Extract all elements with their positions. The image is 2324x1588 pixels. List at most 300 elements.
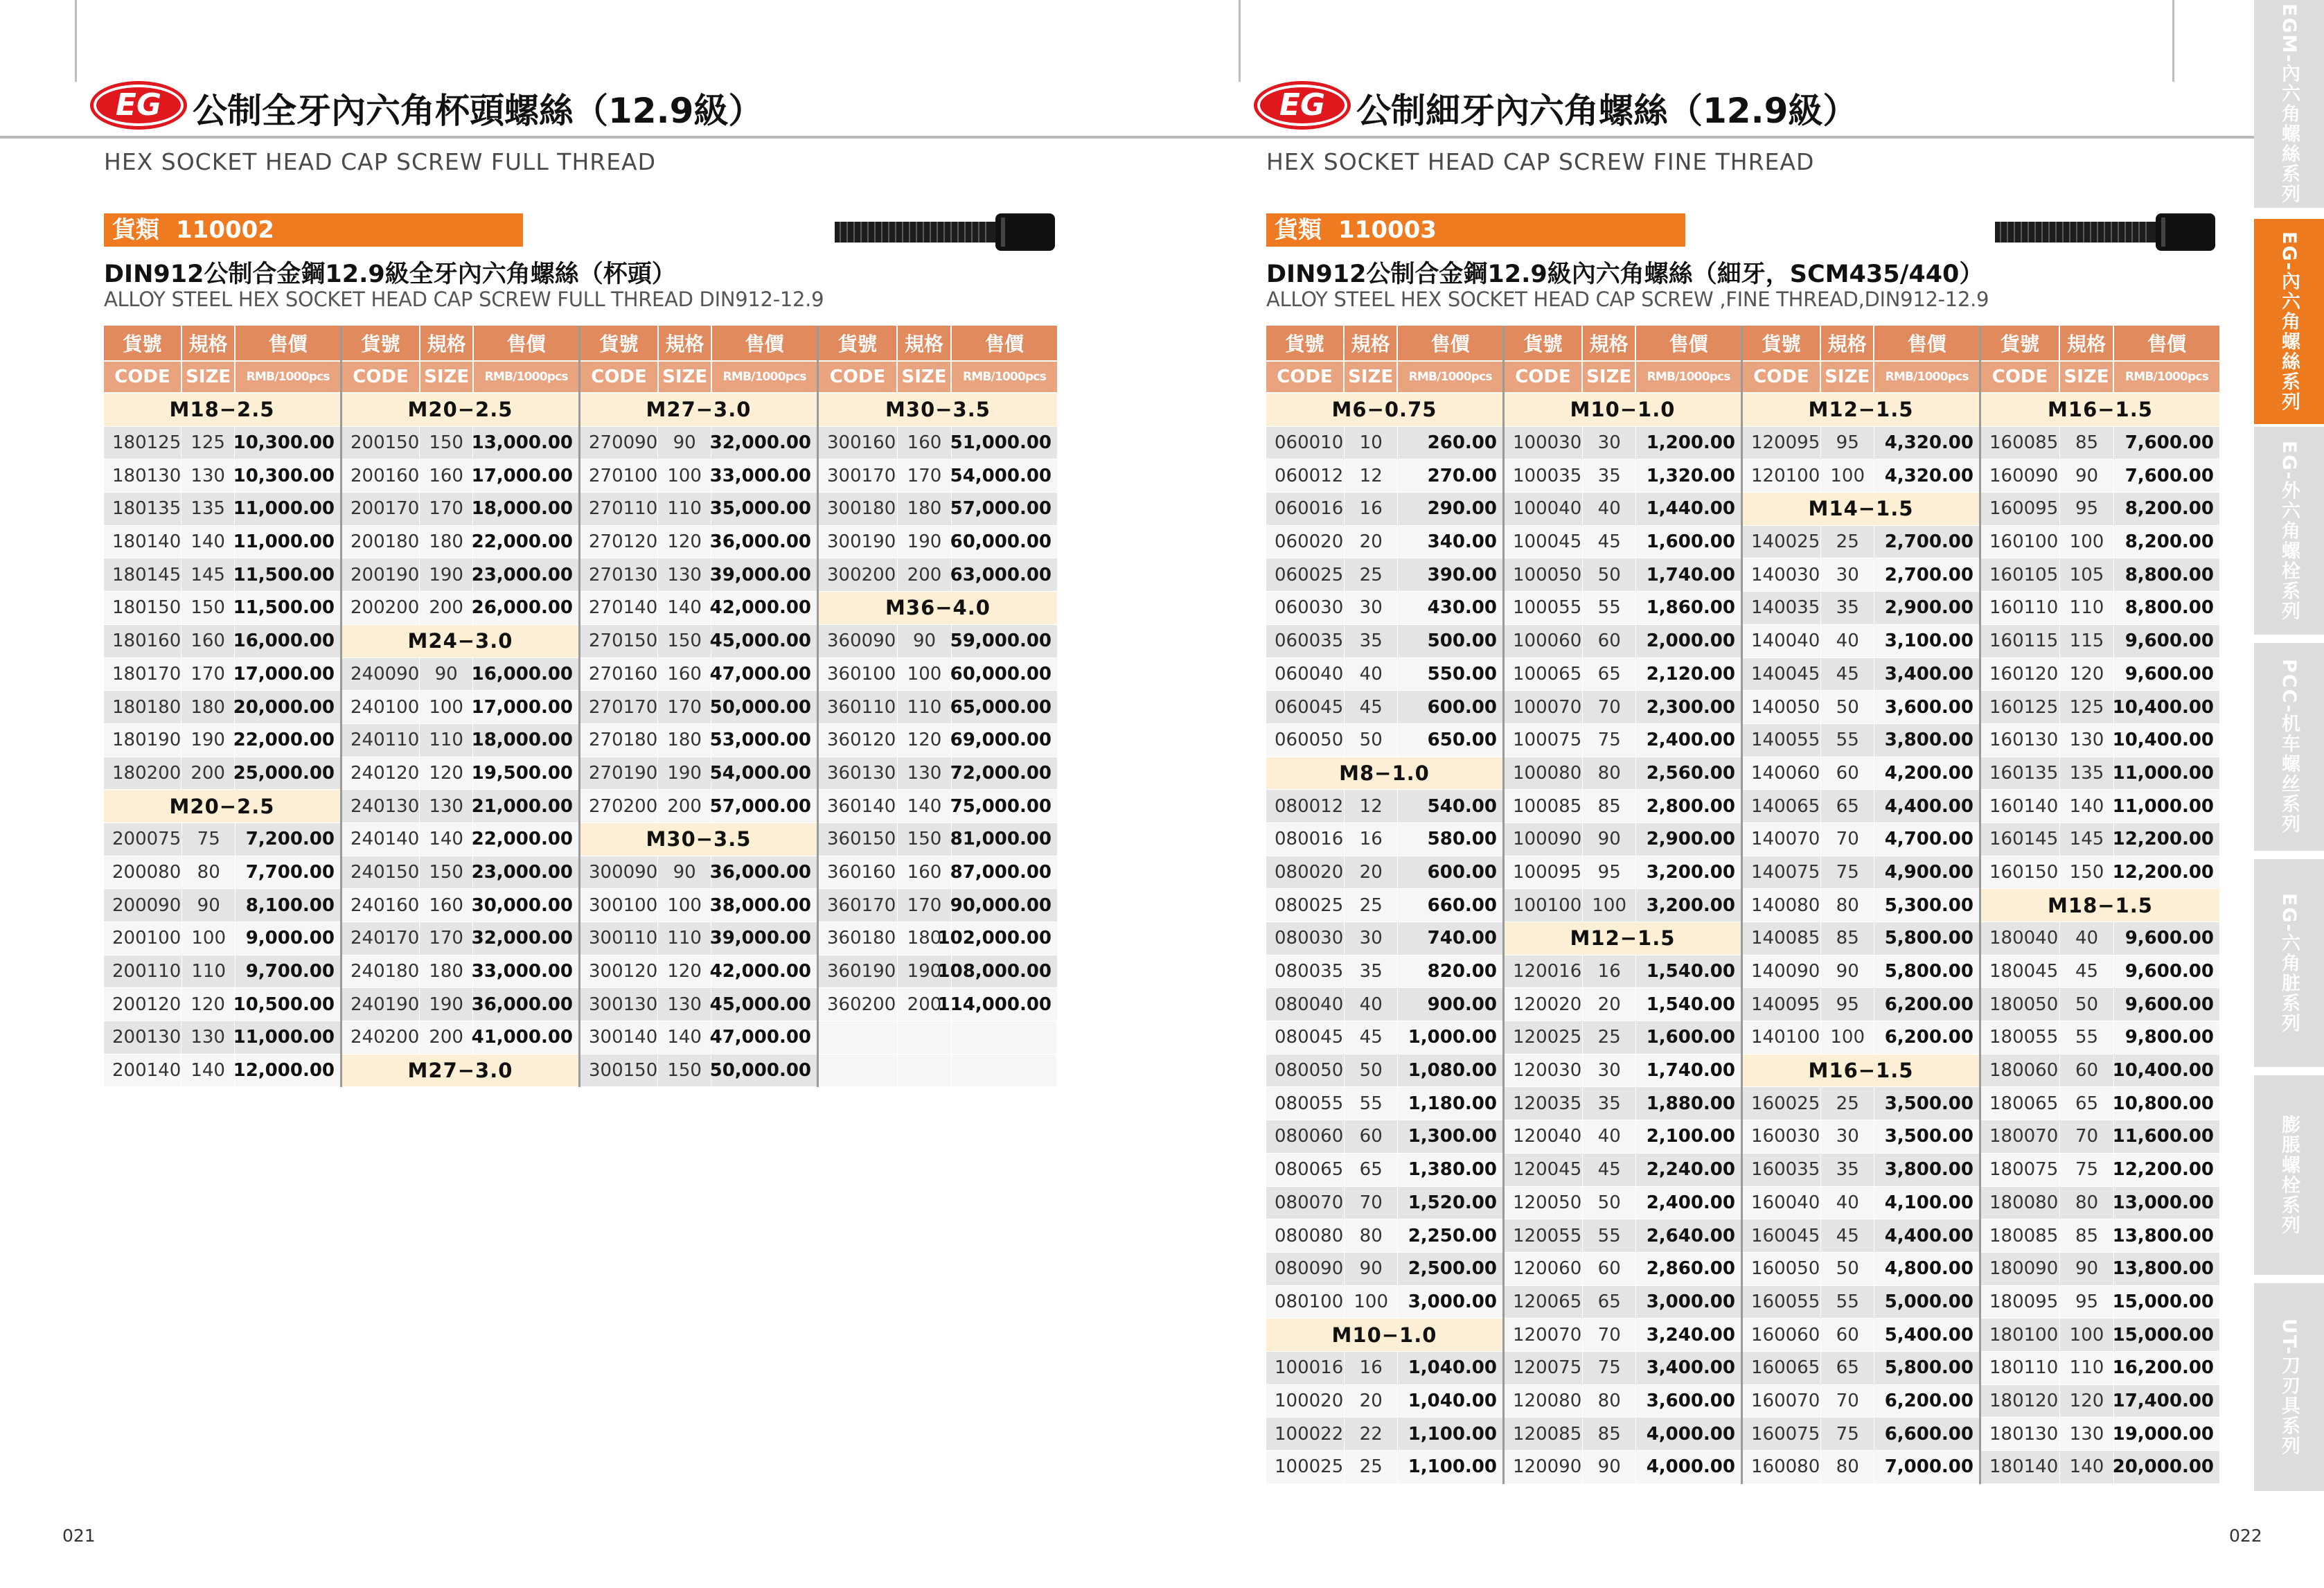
price-cell: 660.00	[1427, 894, 1497, 916]
size-cell: 200	[420, 1021, 473, 1054]
size-cell: 12	[1345, 790, 1398, 822]
price-cell: 10,800.00	[2112, 1093, 2214, 1114]
sidebar-tab-label: EGM-內六角螺絲系列	[2278, 3, 2300, 204]
price-cell: 35,000.00	[709, 498, 811, 520]
code-cell: 120055	[1505, 1219, 1583, 1252]
table-row	[1743, 427, 1979, 460]
code-cell: 120060	[1505, 1253, 1583, 1285]
size-cell: 30	[1583, 427, 1636, 459]
size-cell: 45	[1583, 526, 1636, 558]
table-row	[1505, 856, 1741, 890]
code-cell: 120100	[1743, 459, 1821, 492]
price-cell: 3,000.00	[1408, 1291, 1497, 1312]
code-cell: 200090	[104, 889, 182, 921]
code-cell: 300100	[580, 889, 658, 921]
price-cell: 600.00	[1427, 861, 1497, 883]
page-number-right: 022	[2229, 1526, 2262, 1546]
table-row	[1981, 427, 2219, 460]
header-cell: CODE	[819, 362, 898, 392]
table-row	[1266, 1087, 1502, 1120]
category-code: 110002	[176, 216, 274, 244]
table-row	[104, 493, 340, 526]
table-row	[342, 1021, 578, 1055]
price-cell: 1,880.00	[1646, 1093, 1735, 1114]
table-row	[1743, 856, 1979, 890]
price-cell: 10,300.00	[233, 432, 335, 454]
category-code: 110003	[1338, 216, 1437, 244]
price-cell: 21,000.00	[471, 795, 573, 817]
code-cell: 160040	[1743, 1187, 1821, 1219]
table-row	[1743, 922, 1979, 955]
price-cell: 500.00	[1427, 630, 1497, 652]
size-cell: 30	[1345, 592, 1398, 624]
table-row	[1981, 1451, 2219, 1484]
price-cell: 2,120.00	[1646, 663, 1735, 685]
size-cell: 40	[1821, 1187, 1874, 1219]
size-cell: 55	[1583, 592, 1636, 624]
size-cell: 40	[2060, 922, 2114, 955]
price-cell: 5,000.00	[1884, 1291, 1973, 1312]
table-row	[1743, 955, 1979, 989]
price-cell: 60,000.00	[950, 663, 1052, 685]
code-cell: 200170	[342, 493, 420, 525]
table-header-en	[819, 362, 1057, 394]
code-cell: 100050	[1505, 558, 1583, 591]
code-cell: 360190	[819, 955, 898, 988]
price-cell: 4,900.00	[1884, 861, 1973, 883]
table-row	[1266, 1187, 1502, 1220]
header-cell: 規格	[1345, 326, 1398, 360]
size-cell: 20	[1345, 1385, 1398, 1418]
size-cell: 200	[658, 790, 711, 822]
size-cell: 10	[1345, 427, 1398, 459]
code-cell: 080030	[1266, 922, 1345, 955]
table-row	[1266, 790, 1502, 823]
size-cell: 75	[182, 823, 236, 856]
code-cell: 300190	[819, 526, 898, 558]
table-row	[342, 922, 578, 955]
table-row	[104, 691, 340, 724]
table-header-en	[1505, 362, 1741, 394]
table-row	[580, 493, 817, 526]
empty-cell	[898, 1021, 952, 1054]
table-row	[819, 526, 1057, 559]
empty-cell	[819, 1021, 898, 1054]
table-row	[1505, 955, 1741, 989]
code-cell: 160065	[1743, 1352, 1821, 1384]
size-cell: 65	[1821, 1352, 1874, 1384]
size-section-header: M20−2.5	[104, 790, 340, 823]
code-cell: 180040	[1981, 922, 2060, 955]
price-cell: 20,000.00	[2112, 1456, 2214, 1478]
empty-row	[819, 1021, 1057, 1055]
size-cell: 120	[898, 724, 952, 757]
header-cell: RMB/1000pcs	[2125, 370, 2209, 384]
code-cell: 200100	[104, 922, 182, 955]
price-cell: 11,000.00	[2112, 795, 2214, 817]
price-cell: 32,000.00	[471, 928, 573, 949]
table-row	[1981, 757, 2219, 791]
price-cell: 4,400.00	[1884, 795, 1973, 817]
size-cell: 95	[1821, 988, 1874, 1021]
table-row	[1266, 1253, 1502, 1286]
price-cell: 10,500.00	[233, 994, 335, 1015]
table-row	[1505, 427, 1741, 460]
table-column-group	[1743, 326, 1981, 1484]
header-cell: 售價	[1907, 333, 1946, 355]
code-cell: 140080	[1743, 889, 1821, 921]
size-cell: 90	[182, 889, 236, 921]
table-row	[1266, 459, 1502, 493]
code-cell: 160135	[1981, 757, 2060, 790]
price-cell: 1,600.00	[1646, 531, 1735, 553]
sidebar-tab[interactable]	[2254, 0, 2324, 208]
code-cell: 240090	[342, 658, 420, 691]
category-label: 貨類	[1275, 216, 1322, 244]
code-cell: 200150	[342, 427, 420, 459]
size-section-header: M12−1.5	[1505, 922, 1741, 955]
size-cell: 40	[1821, 625, 1874, 658]
price-cell: 15,000.00	[2112, 1324, 2214, 1346]
table-row	[1505, 1021, 1741, 1055]
header-cell: SIZE	[1345, 362, 1398, 392]
price-cell: 10,400.00	[2112, 730, 2214, 751]
left-margin-line	[75, 0, 77, 82]
price-cell: 42,000.00	[709, 961, 811, 982]
size-cell: 70	[1345, 1187, 1398, 1219]
price-table-left	[104, 326, 1057, 1087]
header-cell: RMB/1000pcs	[1408, 370, 1492, 384]
size-cell: 160	[420, 889, 473, 921]
table-row	[1743, 1352, 1979, 1385]
price-cell: 11,600.00	[2112, 1126, 2214, 1147]
price-cell: 7,200.00	[245, 829, 335, 850]
size-cell: 60	[2060, 1055, 2114, 1087]
code-cell: 300110	[580, 922, 658, 955]
empty-cell	[819, 1055, 898, 1087]
size-cell: 25	[1821, 1087, 1874, 1120]
code-cell: 180065	[1981, 1087, 2060, 1120]
table-row	[1981, 1021, 2219, 1055]
code-cell: 180085	[1981, 1219, 2060, 1252]
table-row	[1505, 724, 1741, 757]
size-section-header: M36−4.0	[819, 592, 1057, 625]
size-cell: 95	[1583, 856, 1636, 889]
size-section-header: M10−1.0	[1505, 394, 1741, 427]
size-cell: 200	[898, 988, 952, 1021]
price-cell: 36,000.00	[709, 861, 811, 883]
price-cell: 45,000.00	[709, 630, 811, 652]
size-cell: 60	[1821, 757, 1874, 790]
price-cell: 650.00	[1427, 730, 1497, 751]
size-cell: 95	[2060, 1286, 2114, 1318]
code-cell: 100085	[1505, 790, 1583, 822]
sidebar-tab[interactable]	[2254, 1075, 2324, 1275]
table-row	[1505, 459, 1741, 493]
code-cell: 240200	[342, 1021, 420, 1054]
size-cell: 110	[2060, 1352, 2114, 1384]
price-cell: 6,200.00	[1884, 1027, 1973, 1048]
price-cell: 54,000.00	[709, 762, 811, 784]
header-cell: CODE	[1266, 362, 1345, 392]
code-cell: 180120	[1981, 1385, 2060, 1418]
code-cell: 080016	[1266, 823, 1345, 856]
code-cell: 180135	[104, 493, 181, 525]
size-cell: 12	[1345, 459, 1398, 492]
price-cell: 72,000.00	[950, 762, 1052, 784]
header-cell: 規格	[1821, 326, 1874, 360]
sidebar-tab[interactable]	[2254, 1283, 2324, 1491]
size-cell: 130	[658, 558, 711, 591]
code-cell: 300160	[819, 427, 898, 459]
sidebar-tab[interactable]	[2254, 427, 2324, 635]
price-cell: 81,000.00	[950, 829, 1052, 850]
code-cell: 100080	[1505, 757, 1583, 790]
price-cell: 9,600.00	[2125, 928, 2214, 949]
table-row	[1743, 1385, 1979, 1418]
size-cell: 25	[1345, 1451, 1398, 1483]
table-row	[1505, 592, 1741, 625]
table-row	[1743, 1021, 1979, 1055]
code-cell: 180045	[1981, 955, 2060, 988]
size-cell: 35	[1821, 592, 1874, 624]
code-cell: 120065	[1505, 1286, 1583, 1318]
code-cell: 160075	[1743, 1418, 1821, 1450]
size-cell: 140	[181, 1055, 235, 1087]
size-section-header: M24−3.0	[342, 625, 578, 658]
header-cell: 規格	[2060, 326, 2114, 360]
table-row	[1981, 955, 2219, 989]
price-cell: 1,000.00	[1408, 1027, 1497, 1048]
size-cell: 80	[1583, 1385, 1636, 1418]
table-column-group	[1505, 326, 1743, 1484]
table-row	[1743, 526, 1979, 559]
table-row	[1743, 724, 1979, 757]
category-bar-right	[1266, 213, 1685, 247]
price-cell: 1,740.00	[1646, 1060, 1735, 1082]
code-cell: 180125	[104, 427, 181, 459]
code-cell: 100060	[1505, 625, 1583, 658]
size-cell: 170	[898, 889, 952, 921]
code-cell: 140050	[1743, 691, 1821, 723]
size-cell: 100	[658, 889, 711, 921]
size-cell: 170	[658, 691, 711, 723]
header-cell: 售價	[745, 333, 784, 355]
size-section-header: M30−3.5	[580, 823, 817, 856]
table-row	[819, 459, 1057, 493]
header-cell: RMB/1000pcs	[722, 370, 806, 384]
table-row	[342, 427, 578, 460]
code-cell: 180145	[104, 558, 181, 591]
code-cell: 360090	[819, 625, 898, 658]
table-row	[1266, 427, 1502, 460]
size-cell: 140	[181, 526, 235, 558]
header-cell: 貨號	[1505, 326, 1583, 360]
table-row	[1981, 1187, 2219, 1220]
size-cell: 130	[181, 1021, 235, 1054]
price-cell: 33,000.00	[709, 465, 811, 486]
header-cell: RMB/1000pcs	[962, 370, 1047, 384]
table-row	[1266, 1120, 1502, 1154]
code-cell: 240140	[342, 823, 420, 856]
code-cell: 080050	[1266, 1055, 1345, 1087]
table-row	[104, 1055, 340, 1088]
code-cell: 270120	[580, 526, 658, 558]
table-header-en	[1743, 362, 1979, 394]
code-cell: 160070	[1743, 1385, 1821, 1418]
price-cell: 1,440.00	[1646, 498, 1735, 520]
size-cell: 145	[181, 558, 235, 591]
table-row	[1743, 691, 1979, 724]
table-row	[1505, 1385, 1741, 1418]
price-cell: 108,000.00	[937, 961, 1052, 982]
code-cell: 140085	[1743, 922, 1821, 955]
price-cell: 8,800.00	[2125, 564, 2214, 585]
table-row	[1266, 922, 1502, 955]
header-cell: 售價	[506, 333, 546, 355]
table-row	[1981, 1352, 2219, 1385]
price-cell: 9,700.00	[245, 961, 335, 982]
price-table-right	[1266, 326, 2219, 1484]
code-cell: 100055	[1505, 592, 1583, 624]
table-row	[1505, 1418, 1741, 1451]
size-cell: 20	[1345, 526, 1398, 558]
price-cell: 4,320.00	[1884, 432, 1973, 454]
header-cell: RMB/1000pcs	[246, 370, 330, 384]
size-cell: 90	[1583, 823, 1636, 856]
size-cell: 60	[1345, 1120, 1398, 1153]
sidebar-tab-label: EG-外六角螺栓系列	[2278, 440, 2300, 621]
code-cell: 100095	[1505, 856, 1583, 889]
price-cell: 75,000.00	[950, 795, 1052, 817]
size-cell: 75	[1821, 856, 1874, 889]
size-cell: 140	[2060, 1451, 2114, 1483]
price-cell: 12,200.00	[2112, 829, 2214, 850]
code-cell: 300150	[580, 1055, 658, 1087]
sidebar-tab[interactable]	[2254, 219, 2324, 424]
price-cell: 2,250.00	[1408, 1225, 1497, 1246]
page-title-right: 公制細牙內六角螺絲（12.9級）	[1356, 91, 1858, 131]
size-cell: 130	[420, 790, 473, 822]
size-cell: 35	[1583, 459, 1636, 492]
size-cell: 140	[658, 592, 711, 624]
page-fold-line	[1239, 0, 1241, 82]
code-cell: 270160	[580, 658, 658, 691]
table-header-en	[104, 362, 340, 394]
header-cell: 規格	[898, 326, 952, 360]
code-cell: 270190	[580, 757, 658, 790]
table-column-group	[104, 326, 342, 1087]
size-cell: 30	[1583, 1055, 1636, 1087]
size-cell: 80	[182, 856, 236, 889]
price-cell: 260.00	[1427, 432, 1497, 454]
price-cell: 2,400.00	[1646, 730, 1735, 751]
table-row	[1266, 1021, 1502, 1055]
size-cell: 180	[420, 526, 473, 558]
price-cell: 39,000.00	[709, 928, 811, 949]
code-cell: 100030	[1505, 427, 1583, 459]
price-cell: 17,000.00	[233, 663, 335, 685]
code-cell: 270100	[580, 459, 658, 492]
table-row	[1743, 1318, 1979, 1352]
code-cell: 200075	[104, 823, 182, 856]
code-cell: 160145	[1981, 823, 2060, 856]
code-cell: 200140	[104, 1055, 181, 1087]
table-row	[1981, 1219, 2219, 1253]
table-row	[580, 790, 817, 823]
price-cell: 63,000.00	[950, 564, 1052, 585]
size-cell: 120	[2060, 1385, 2114, 1418]
price-cell: 16,000.00	[471, 663, 573, 685]
code-cell: 100075	[1505, 724, 1583, 757]
table-row	[342, 558, 578, 592]
table-row	[1266, 823, 1502, 856]
product-desc-en-left: ALLOY STEEL HEX SOCKET HEAD CAP SCREW FULL THREAD DIN912-12.9	[104, 288, 824, 311]
size-cell: 180	[181, 691, 235, 723]
price-cell: 16,200.00	[2112, 1357, 2214, 1379]
table-row	[580, 856, 817, 890]
screw-image-right	[1995, 212, 2217, 252]
sidebar-tab[interactable]	[2254, 859, 2324, 1067]
code-cell: 080100	[1266, 1286, 1345, 1318]
size-cell: 50	[1821, 691, 1874, 723]
table-header-en	[1266, 362, 1502, 394]
sidebar-tab[interactable]	[2254, 643, 2324, 851]
price-cell: 1,300.00	[1408, 1126, 1497, 1147]
price-cell: 13,800.00	[2112, 1258, 2214, 1280]
size-section-header: M30−3.5	[819, 394, 1057, 427]
size-cell: 40	[1345, 988, 1398, 1021]
price-cell: 19,000.00	[2112, 1423, 2214, 1445]
code-cell: 080090	[1266, 1253, 1345, 1285]
price-cell: 2,240.00	[1646, 1159, 1735, 1181]
size-section-header: M6−0.75	[1266, 394, 1502, 427]
header-cell: 貨號	[1266, 326, 1345, 360]
code-cell: 160045	[1743, 1219, 1821, 1252]
size-cell: 30	[1821, 1120, 1874, 1153]
code-cell: 160115	[1981, 625, 2060, 658]
size-cell: 50	[2060, 988, 2114, 1021]
table-row	[1266, 1451, 1502, 1484]
eg-logo: EG	[94, 85, 184, 126]
code-cell: 060020	[1266, 526, 1345, 558]
code-cell: 080070	[1266, 1187, 1345, 1219]
size-section-header: M8−1.0	[1266, 757, 1502, 791]
price-cell: 10,400.00	[2112, 696, 2214, 718]
table-column-group	[580, 326, 819, 1087]
code-cell: 180060	[1981, 1055, 2060, 1087]
size-cell: 110	[658, 922, 711, 955]
price-cell: 4,100.00	[1884, 1192, 1973, 1213]
code-cell: 240130	[342, 790, 420, 822]
code-cell: 360170	[819, 889, 898, 921]
price-cell: 1,040.00	[1408, 1390, 1497, 1411]
table-row	[1505, 790, 1741, 823]
size-section-header: M14−1.5	[1743, 493, 1979, 526]
table-column-group	[819, 326, 1057, 1087]
size-cell: 200	[181, 757, 235, 790]
price-cell: 6,200.00	[1884, 994, 1973, 1015]
table-row	[1505, 1087, 1741, 1120]
size-cell: 50	[1583, 1187, 1636, 1219]
price-cell: 12,200.00	[2112, 861, 2214, 883]
size-cell: 105	[2060, 558, 2114, 591]
size-cell: 180	[898, 493, 952, 525]
table-row	[104, 1021, 340, 1055]
code-cell: 360160	[819, 856, 898, 889]
size-cell: 80	[1821, 889, 1874, 921]
size-cell: 100	[1583, 889, 1636, 921]
